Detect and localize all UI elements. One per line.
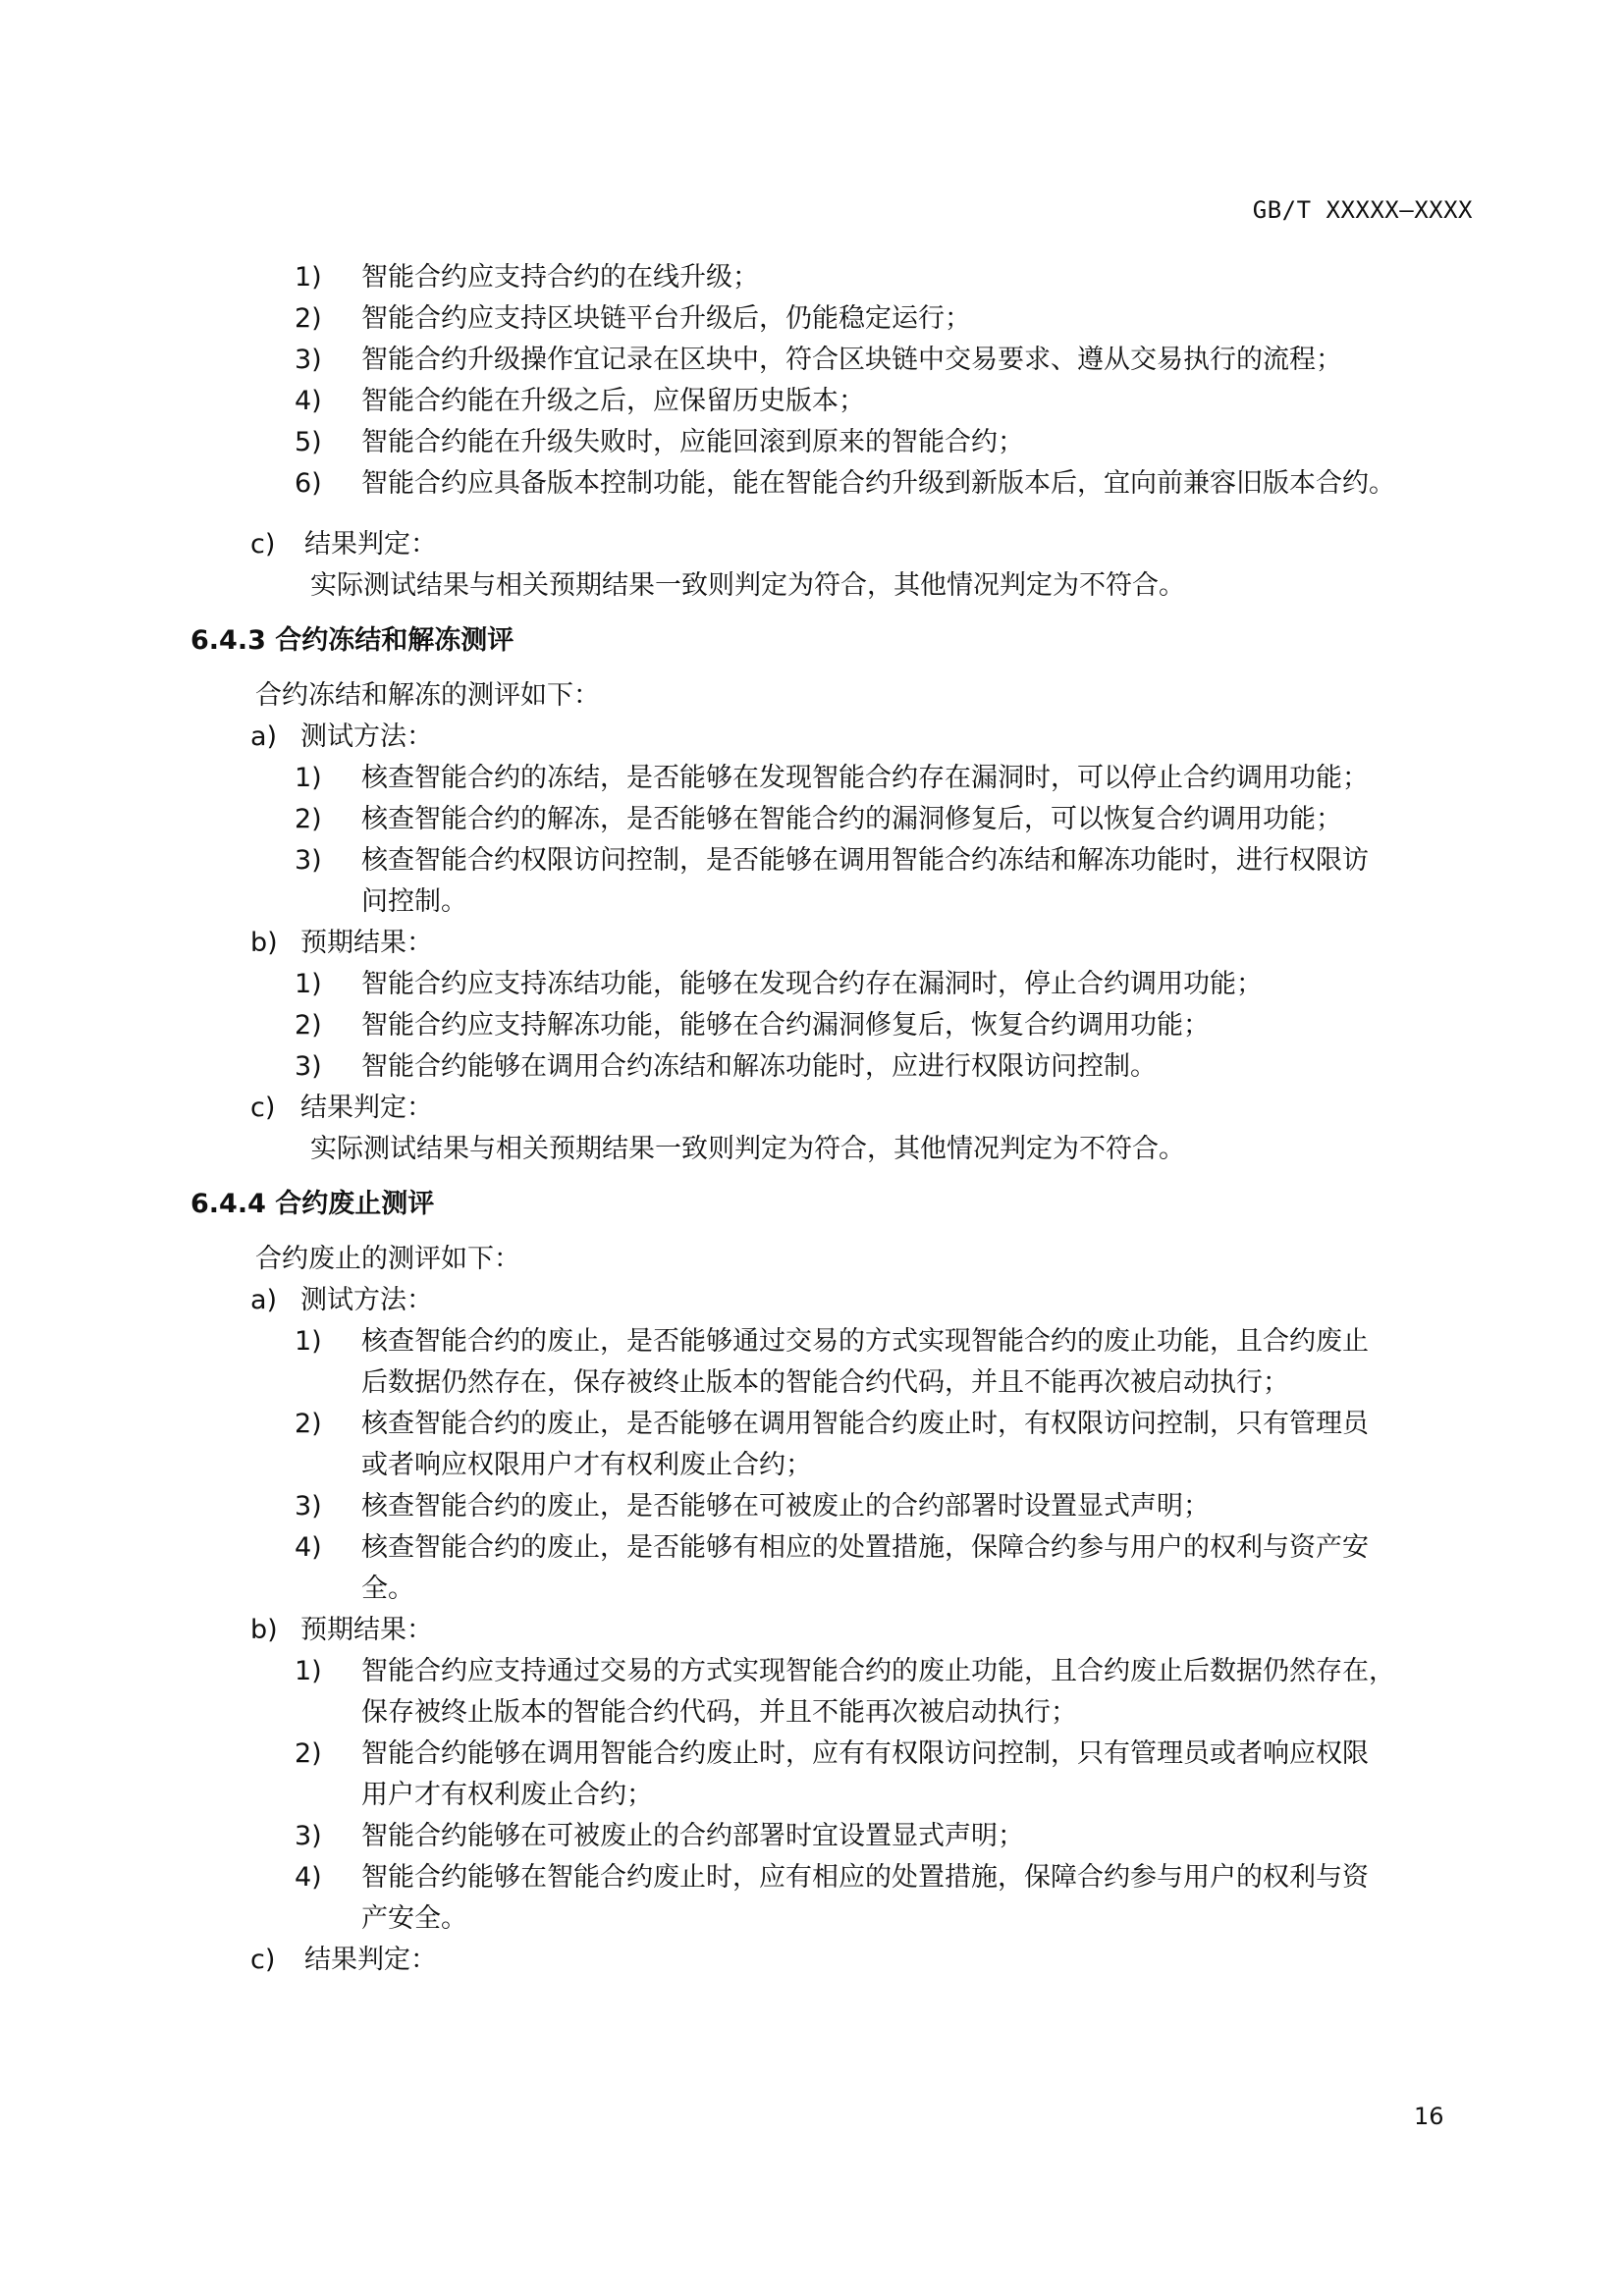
list-item-continuation: 后数据仍然存在，保存被终止版本的智能合约代码，并且不能再次被启动执行；	[361, 1367, 1289, 1398]
list-item: 3) 智能合约能够在调用合约冻结和解冻功能时，应进行权限访问控制。	[295, 1051, 1157, 1082]
section-intro: 合约废止的测评如下：	[255, 1244, 520, 1274]
list-item: 5) 智能合约能在升级失败时，应能回滚到原来的智能合约；	[295, 427, 1024, 457]
result-label: c) 结果判定：	[250, 529, 437, 560]
standard-code: GB/T XXXXX—XXXX	[1252, 196, 1473, 224]
list-item: 1) 智能合约应支持通过交易的方式实现智能合约的废止功能，且合约废止后数据仍然存在，	[295, 1656, 1395, 1686]
subsection-label: a) 测试方法：	[250, 1285, 433, 1315]
list-item: 2) 智能合约应支持区块链平台升级后，仍能稳定运行；	[295, 303, 971, 334]
subsection-label: b) 预期结果：	[250, 1615, 433, 1645]
list-item-continuation: 全。	[361, 1574, 414, 1604]
result-text: 实际测试结果与相关预期结果一致则判定为符合，其他情况判定为不符合。	[310, 1134, 1185, 1164]
list-item: 1) 核查智能合约的废止，是否能够通过交易的方式实现智能合约的废止功能，且合约废止	[295, 1326, 1369, 1357]
list-item: 3) 核查智能合约的废止，是否能够在可被废止的合约部署时设置显式声明；	[295, 1491, 1210, 1522]
list-item-continuation: 用户才有权利废止合约；	[361, 1780, 653, 1810]
list-item: 2) 智能合约应支持解冻功能，能够在合约漏洞修复后，恢复合约调用功能；	[295, 1010, 1210, 1041]
list-item: 4) 智能合约能在升级之后，应保留历史版本；	[295, 386, 865, 416]
list-item: 3) 智能合约升级操作宜记录在区块中，符合区块链中交易要求、遵从交易执行的流程；	[295, 345, 1342, 375]
list-item: 3) 核查智能合约权限访问控制，是否能够在调用智能合约冻结和解冻功能时，进行权限访	[295, 845, 1369, 876]
subsection-label: c) 结果判定：	[250, 1093, 433, 1123]
list-642-upgrade	[0, 257, 1624, 505]
list-item: 3) 智能合约能够在可被废止的合约部署时宜设置显式声明；	[295, 1821, 1024, 1851]
list-item-continuation: 保存被终止版本的智能合约代码，并且不能再次被启动执行；	[361, 1697, 1077, 1728]
document-body	[0, 257, 1624, 1981]
list-item: 2) 智能合约能够在调用智能合约废止时，应有有权限访问控制，只有管理员或者响应权限	[295, 1738, 1369, 1769]
page-number: 16	[1414, 2103, 1444, 2130]
list-item: 1) 核查智能合约的冻结，是否能够在发现智能合约存在漏洞时，可以停止合约调用功能；	[295, 763, 1369, 793]
list-item-continuation: 产安全。	[361, 1903, 467, 1934]
section-heading-644: 6.4.4 合约废止测评	[190, 1189, 435, 1219]
list-item-continuation: 问控制。	[361, 886, 467, 917]
list-item-continuation: 或者响应权限用户才有权利废止合约；	[361, 1450, 812, 1480]
list-item: 4) 核查智能合约的废止，是否能够有相应的处置措施，保障合约参与用户的权利与资产安	[295, 1532, 1369, 1563]
section-intro: 合约冻结和解冻的测评如下：	[255, 680, 600, 711]
list-item: 4) 智能合约能够在智能合约废止时，应有相应的处置措施，保障合约参与用户的权利与资	[295, 1862, 1369, 1893]
result-text: 实际测试结果与相关预期结果一致则判定为符合，其他情况判定为不符合。	[310, 570, 1185, 601]
section-heading-643: 6.4.3 合约冻结和解冻测评	[190, 625, 514, 656]
subsection-label: a) 测试方法：	[250, 721, 433, 752]
list-item: 2) 核查智能合约的解冻，是否能够在智能合约的漏洞修复后，可以恢复合约调用功能；	[295, 804, 1342, 834]
list-item: 1) 智能合约应支持冻结功能，能够在发现合约存在漏洞时，停止合约调用功能；	[295, 969, 1263, 999]
list-item: 2) 核查智能合约的废止，是否能够在调用智能合约废止时，有权限访问控制，只有管理员	[295, 1409, 1369, 1439]
subsection-label: c) 结果判定：	[250, 1945, 437, 1975]
list-item: 1) 智能合约应支持合约的在线升级；	[295, 262, 759, 293]
list-item: 6) 智能合约应具备版本控制功能，能在智能合约升级到新版本后，宜向前兼容旧版本合约。	[295, 468, 1395, 499]
subsection-label: b) 预期结果：	[250, 928, 433, 958]
